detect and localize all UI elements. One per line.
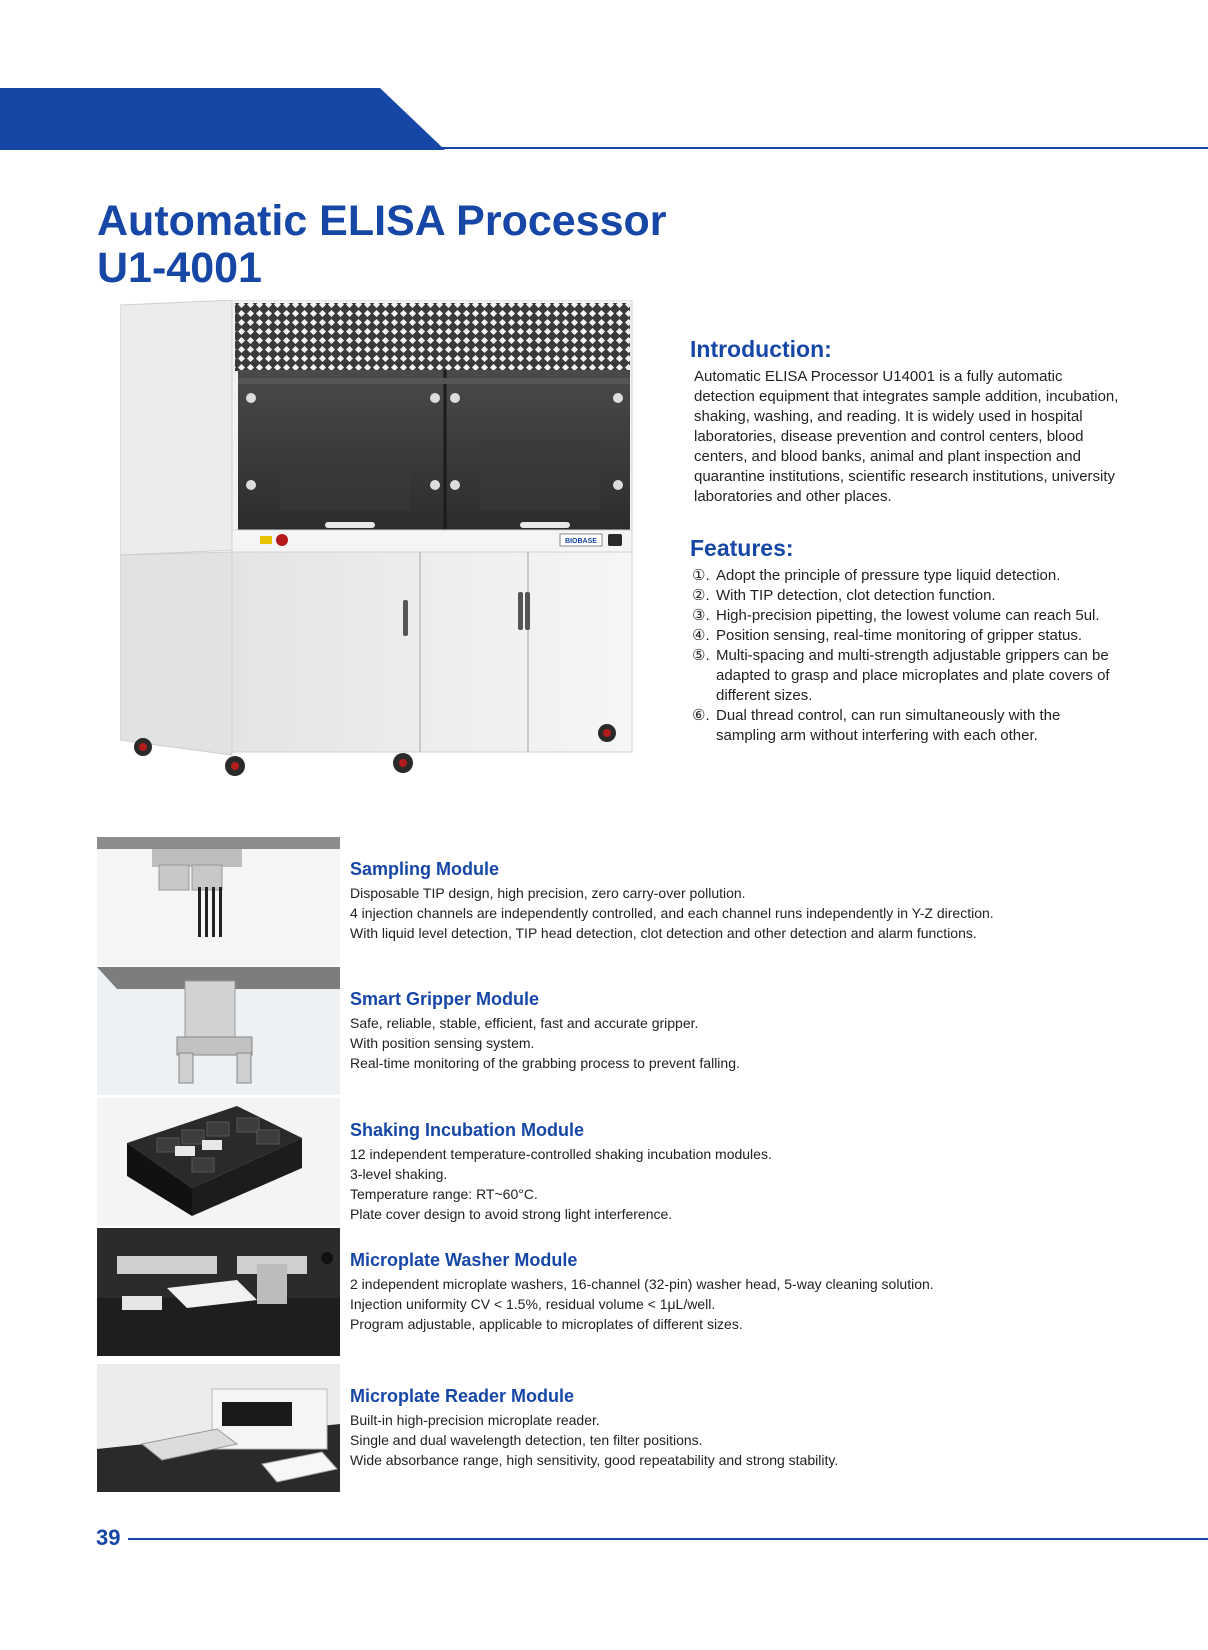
footer-rule [128,1538,1208,1540]
header-banner [0,88,445,150]
module-title: Microplate Washer Module [350,1250,578,1270]
reader-module-image [97,1364,340,1492]
gripper-module-image [97,967,340,1095]
shaking-incubation-module [97,1098,1177,1226]
module-description: 12 independent temperature-controlled shaking incubation modules. 3-level shaking. Temperature range: RT~60°C. Plate cover design to avoid strong light interference. [350,1146,772,1222]
product-name: Automatic ELISA Processor [97,197,667,245]
feature-item: ④. Position sensing, real-time monitoring of gripper status. [692,627,1083,644]
feature-item: ⑤. Multi-spacing and multi-strength adjustable grippers can be adapted to grasp and place microplates and plate covers of different sizes. [692,647,1110,704]
introduction-heading: Introduction: [690,336,832,362]
features-heading: Features: [690,535,794,561]
feature-item: ⑥. Dual thread control, can run simultaneously with the sampling arm without interfering with each other. [692,707,1061,744]
module-description: 2 independent microplate washers, 16-channel (32-pin) washer head, 5-way cleaning solution. Injection uniformity CV < 1.5%, residual volume < 1μL/well. Program adjustable, applicable to microplates of different sizes. [350,1276,934,1332]
module-title: Shaking Incubation Module [350,1120,584,1140]
feature-item: ②. With TIP detection, clot detection function. [692,587,996,604]
microplate-washer-module [97,1228,1177,1356]
feature-item: ③. High-precision pipetting, the lowest volume can reach 5ul. [692,607,1100,624]
module-description: Safe, reliable, stable, efficient, fast and accurate gripper. With position sensing system. Real-time monitoring of the grabbing process to prevent falling. [350,1015,740,1071]
sampling-module [97,837,1177,965]
washer-module-image [97,1228,340,1356]
gripper-module [97,967,1177,1095]
header-rule [440,147,1208,149]
introduction-text: Automatic ELISA Processor U14001 is a fully automatic detection equipment that integrates sample addition, incubation, shaking, washing, and reading. It is widely used in hospital laboratories, disease prevention and control centers, blood centers, and blood banks, animal and plant inspection and quarantine institutions, scientific research institutions, university laboratories and other places. [694,368,1119,505]
page-title [97,198,667,292]
microplate-reader-module [97,1364,1177,1492]
module-description: Built-in high-precision microplate reader. Single and dual wavelength detection, ten filter positions. Wide absorbance range, high sensitivity, good repeatability and strong stability. [350,1412,839,1468]
bullet-dot [321,1252,333,1264]
feature-item: ①. Adopt the principle of pressure type liquid detection. [692,567,1061,584]
features-list [692,566,1122,746]
module-title: Sampling Module [350,859,500,879]
module-description: Disposable TIP design, high precision, zero carry-over pollution. 4 injection channels are independently controlled, and each channel runs independently in Y-Z direction. With liquid level detection, TIP head detection, clot detection and other detection and alarm functions. [350,885,994,941]
sampling-module-image [97,837,340,965]
processor-illustration [120,300,665,830]
incubation-module-image [97,1098,340,1226]
page-number: 39 [96,1525,121,1550]
module-title: Microplate Reader Module [350,1386,575,1406]
module-title: Smart Gripper Module [350,989,540,1009]
brand-plate-text: BIOBASE [565,538,597,545]
model-number: U1-4001 [97,244,262,292]
